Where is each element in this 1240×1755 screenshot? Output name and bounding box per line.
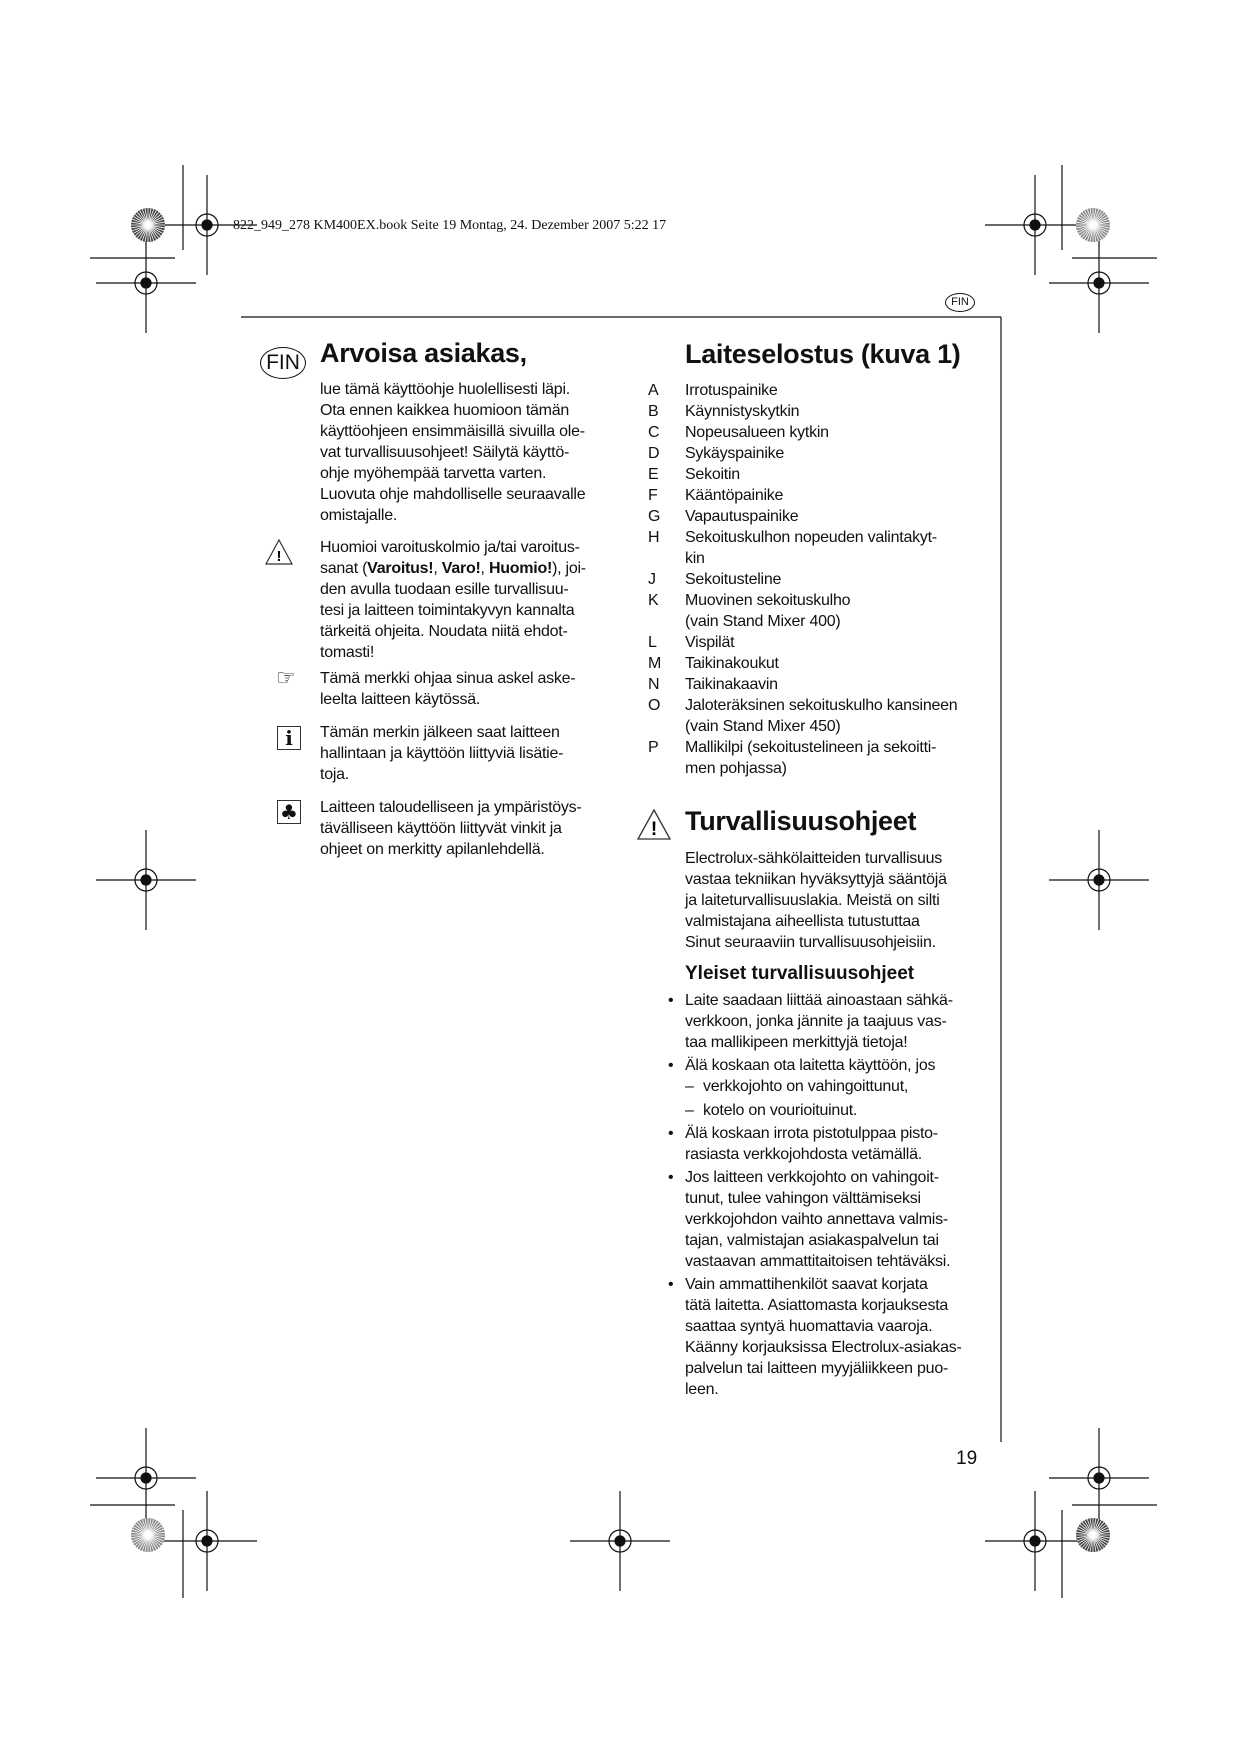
text-line: tomasti! — [320, 644, 375, 661]
safety-heading: Turvallisuusohjeet — [685, 806, 917, 836]
parts-list-item — [648, 527, 957, 548]
text-line: tärkeitä ohjeita. Noudata niitä ehdot- — [320, 623, 568, 640]
safety-bullets — [668, 990, 962, 1402]
part-label: Sykäyspainike — [685, 445, 785, 462]
text-line: verkkojohdon vaihto annettava valmis- — [685, 1211, 948, 1228]
crosshair-mark — [570, 1491, 670, 1591]
part-label: Vapautuspainike — [685, 508, 799, 525]
part-label: Sekoituskulhon nopeuden valintakyt- — [685, 529, 937, 546]
crosshair-mark — [985, 175, 1085, 275]
parts-list-item — [648, 464, 957, 485]
language-badge: FIN — [260, 347, 306, 379]
crosshair-mark — [1049, 1428, 1149, 1528]
parts-list — [648, 380, 957, 779]
part-letter — [648, 716, 685, 737]
part-letter: P — [648, 739, 659, 756]
language-badge-small: FIN — [945, 293, 975, 312]
part-letter: J — [648, 571, 656, 588]
part-letter: M — [648, 655, 662, 672]
crosshair-mark — [96, 830, 196, 930]
text-line: Tämä merkki ohjaa sinua askel aske- — [320, 670, 576, 687]
text-line: Laite saadaan liittää ainoastaan sähkä- — [685, 992, 953, 1009]
text-line: Sinut seuraaviin turvallisuusohjeisiin. — [685, 934, 936, 951]
text-line: tätä laitetta. Asiattomasta korjauksesta — [685, 1297, 949, 1314]
device-description-heading: Laiteselostus (kuva 1) — [685, 339, 961, 369]
text-line: ohje myöhempää tarvetta varten. — [320, 465, 547, 482]
starburst-mark — [131, 208, 165, 242]
part-label: men pohjassa) — [685, 760, 787, 777]
part-label: Taikinakaavin — [685, 676, 778, 693]
text-line: lue tämä käyttöohje huolellisesti läpi. — [320, 381, 570, 398]
part-letter: C — [648, 424, 660, 441]
part-label: kin — [685, 550, 705, 567]
parts-list-item — [648, 758, 957, 779]
text-line: Käänny korjauksissa Electrolux-asiakas- — [685, 1339, 962, 1356]
safety-intro — [685, 848, 947, 953]
parts-list-item — [648, 548, 957, 569]
parts-list-item — [648, 380, 957, 401]
part-letter — [648, 548, 685, 569]
text-line: Vain ammattihenkilöt saavat korjata — [685, 1276, 928, 1293]
part-letter: O — [648, 697, 661, 714]
part-letter: D — [648, 445, 660, 462]
text-line: vastaa tekniikan hyväksyttyjä sääntöjä — [685, 871, 947, 888]
part-label: Nopeusalueen kytkin — [685, 424, 829, 441]
part-label: Mallikilpi (sekoitustelineen ja sekoitti- — [685, 739, 937, 756]
crosshair-mark — [96, 1428, 196, 1528]
parts-list-item — [648, 422, 957, 443]
dash-item: – kotelo on vourioituinut. — [685, 1102, 858, 1119]
text-line: tävälliseen käyttöön liittyvät vinkit ja — [320, 820, 562, 837]
parts-list-item — [648, 653, 957, 674]
text-line: tajan, valmistajan asiakaspalvelun tai — [685, 1232, 939, 1249]
part-letter: A — [648, 382, 659, 399]
crosshair-mark — [985, 1491, 1085, 1591]
pointing-hand-icon: ☞ — [276, 665, 296, 690]
bullet-dot: • — [668, 992, 674, 1009]
text-line: leelta laitteen käytössä. — [320, 691, 481, 708]
bullet-dot: • — [668, 1125, 674, 1142]
text-line: toja. — [320, 766, 349, 783]
starburst-mark — [1076, 1518, 1110, 1552]
bullet-item — [668, 1167, 962, 1272]
text-line: Jos laitteen verkkojohto on vahingoit- — [685, 1169, 939, 1186]
text-line: Tämän merkin jälkeen saat laitteen — [320, 724, 560, 741]
part-label: Jaloteräksinen sekoituskulho kansineen — [685, 697, 958, 714]
parts-list-item — [648, 569, 957, 590]
part-letter: N — [648, 676, 660, 693]
parts-list-item — [648, 443, 957, 464]
part-letter: L — [648, 634, 657, 651]
text-line: Älä koskaan irrota pistotulppaa pisto- — [685, 1125, 938, 1142]
bullet-dot: • — [668, 1169, 674, 1186]
part-letter: F — [648, 487, 658, 504]
svg-text:!: ! — [650, 819, 658, 840]
part-label: Sekoitusteline — [685, 571, 782, 588]
bullet-dot: • — [668, 1276, 674, 1293]
part-letter — [648, 611, 685, 632]
text-line: rasiasta verkkojohdosta vetämällä. — [685, 1146, 922, 1163]
part-letter: G — [648, 508, 661, 525]
text-line: hallintaan ja käyttöön liittyviä lisätie- — [320, 745, 564, 762]
eco-paragraph — [320, 797, 582, 860]
part-letter — [648, 758, 685, 779]
part-letter: B — [648, 403, 659, 420]
starburst-mark — [1076, 208, 1110, 242]
part-letter: H — [648, 529, 660, 546]
part-label: Taikinakoukut — [685, 655, 779, 672]
clover-leaf-icon: ♣ — [277, 800, 301, 824]
dash-item: – verkkojohto on vahingoittunut, — [685, 1078, 909, 1095]
part-label: (vain Stand Mixer 400) — [685, 613, 841, 630]
parts-list-item — [648, 716, 957, 737]
part-label: Vispilät — [685, 634, 735, 651]
parts-list-item — [648, 695, 957, 716]
safety-warning-icon — [636, 808, 672, 841]
crosshair-mark — [1049, 233, 1149, 333]
parts-list-item — [648, 611, 957, 632]
parts-list-item — [648, 737, 957, 758]
text-line: Laitteen taloudelliseen ja ympäristöys- — [320, 799, 582, 816]
starburst-mark — [131, 1518, 165, 1552]
part-label: Sekoitin — [685, 466, 740, 483]
intro-paragraph — [320, 379, 585, 526]
print-file-info: 822_949_278 KM400EX.book Seite 19 Montag, 24. Dezember 2007 5:22 17 — [233, 218, 667, 233]
info-icon: i — [277, 726, 301, 750]
parts-list-item — [648, 632, 957, 653]
bullet-item — [668, 1123, 962, 1165]
text-line: den avulla tuodaan esille turvallisuu- — [320, 581, 569, 598]
bullet-dot: • — [668, 1057, 674, 1074]
part-label: (vain Stand Mixer 450) — [685, 718, 841, 735]
text-line: verkkoon, jonka jännite ja taajuus vas- — [685, 1013, 947, 1030]
warning-rest — [320, 579, 586, 663]
parts-list-item — [648, 401, 957, 422]
text-line: ohjeet on merkitty apilanlehdellä. — [320, 841, 545, 858]
text-line: taa mallikipeen merkittyjä tietoja! — [685, 1034, 908, 1051]
warning-paragraph — [320, 537, 586, 663]
general-safety-heading: Yleiset turvallisuusohjeet — [685, 963, 915, 984]
greeting-heading: Arvoisa asiakas, — [320, 338, 527, 368]
text-line: tunut, tulee vahingon välttämiseksi — [685, 1190, 921, 1207]
text-line: leen. — [685, 1381, 719, 1398]
text-line: Ota ennen kaikkea huomioon tämän — [320, 402, 570, 419]
parts-list-item — [648, 485, 957, 506]
warning-triangle-icon — [264, 538, 294, 566]
text-line: Älä koskaan ota laitetta käyttöön, jos — [685, 1057, 936, 1074]
text-line: omistajalle. — [320, 507, 398, 524]
info-paragraph — [320, 722, 563, 785]
part-label: Irrotuspainike — [685, 382, 778, 399]
part-label: Käynnistyskytkin — [685, 403, 800, 420]
svg-text:!: ! — [276, 548, 282, 565]
text-line: tesi ja laitteen toimintakyvyn kannalta — [320, 602, 575, 619]
parts-list-item — [648, 674, 957, 695]
parts-list-item — [648, 590, 957, 611]
text-line: saattaa syntyä huomattavia vaaroja. — [685, 1318, 933, 1335]
text-line: Luovuta ohje mahdolliselle seuraavalle — [320, 486, 586, 503]
crosshair-mark — [157, 1491, 257, 1591]
text-line: käyttöohjeen ensimmäisillä sivuilla ole- — [320, 423, 585, 440]
bullet-item — [668, 990, 962, 1053]
text-line: Electrolux-sähkölaitteiden turvallisuus — [685, 850, 943, 867]
text-line: sanat (Varoitus!, Varo!, Huomio!), joi- — [320, 560, 586, 577]
page-number: 19 — [956, 1448, 978, 1469]
step-paragraph — [320, 668, 575, 710]
part-label: Muovinen sekoituskulho — [685, 592, 851, 609]
crosshair-mark — [1049, 830, 1149, 930]
text-line: ja laiteturvallisuuslakia. Meistä on silti — [685, 892, 940, 909]
text-line: palvelun tai laitteen myyjäliikkeen puo- — [685, 1360, 949, 1377]
bullet-item — [668, 1055, 962, 1121]
crosshair-mark — [96, 233, 196, 333]
text-line: Huomioi varoituskolmio ja/tai varoitus- — [320, 539, 580, 556]
bullet-item — [668, 1274, 962, 1400]
part-letter: E — [648, 466, 659, 483]
text-line: vat turvallisuusohjeet! Säilytä käyttö- — [320, 444, 570, 461]
part-label: Kääntöpainike — [685, 487, 784, 504]
part-letter: K — [648, 592, 659, 609]
parts-list-item — [648, 506, 957, 527]
text-line: vastaavan ammattitaitoisen tehtäväksi. — [685, 1253, 951, 1270]
text-line: valmistajana aiheellista tutustuttaa — [685, 913, 920, 930]
